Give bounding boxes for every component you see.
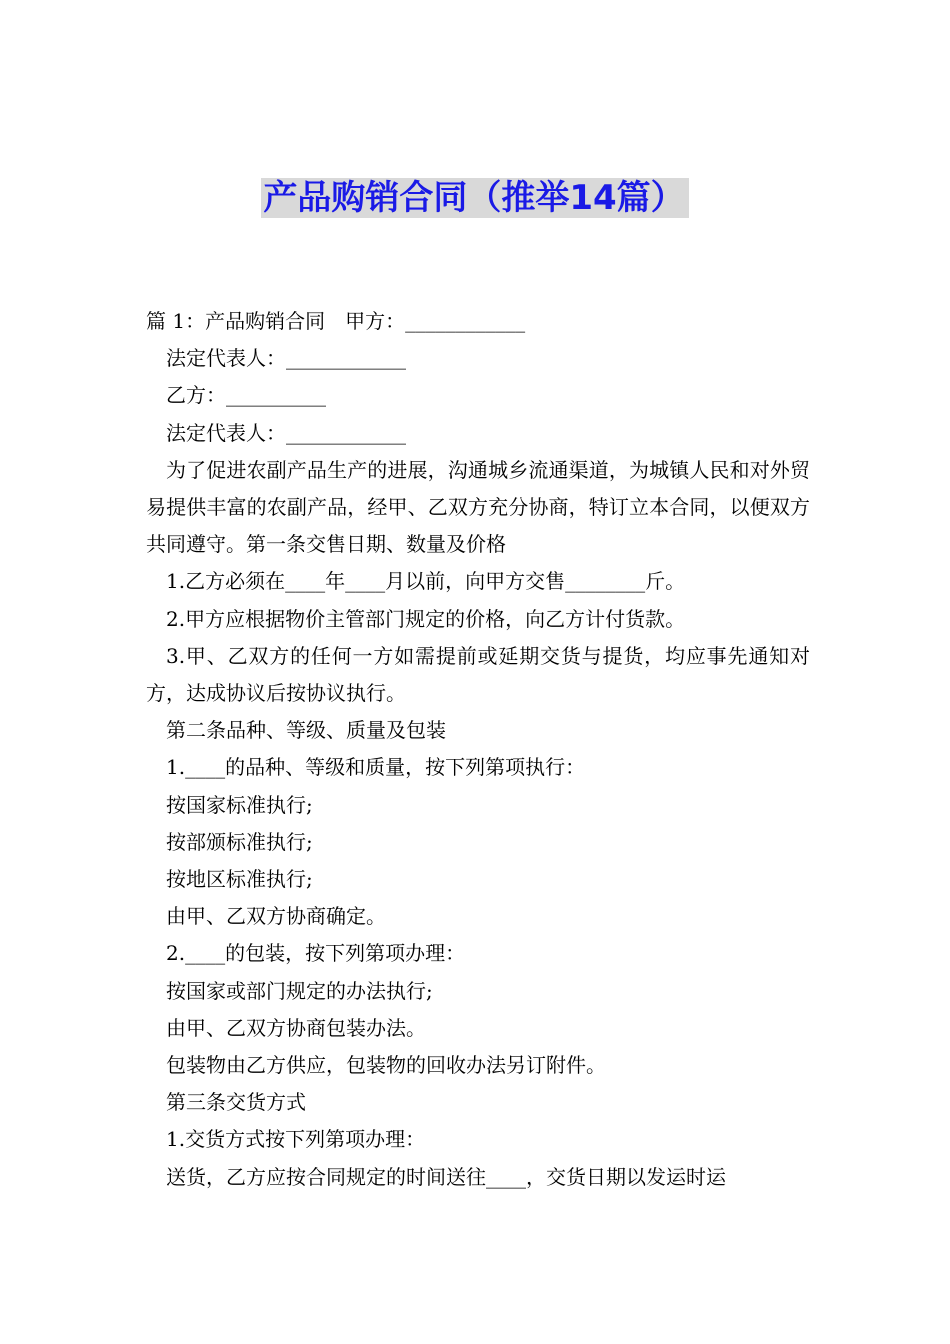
clause-3-delivery-option: 送货，乙方应按合同规定的时间送往____，交货日期以发运时运	[166, 1164, 726, 1189]
legal-representative-b: 法定代表人：____________	[166, 420, 406, 445]
clause-3-heading: 第三条交货方式	[166, 1090, 306, 1115]
clause-2-option-national: 按国家标准执行;	[166, 792, 313, 817]
clause-2-item-2: 2.____的包装，按下列第项办理：	[166, 941, 466, 966]
clause-2-option-ministry: 按部颁标准执行;	[166, 829, 313, 854]
legal-representative-a: 法定代表人：____________	[166, 346, 406, 371]
document-body	[146, 303, 810, 1196]
clause-1-item-2: 2.甲方应根据物价主管部门规定的价格，向乙方计付货款。	[166, 606, 686, 631]
clause-2-option-regional: 按地区标准执行;	[166, 867, 313, 892]
clause-2-packaging-supply: 包装物由乙方供应，包装物的回收办法另订附件。	[166, 1053, 606, 1078]
clause-1-item-3: 3.甲、乙双方的任何一方如需提前或延期交货与提货，均应事先通知对方，达成协议后按协议执行。	[146, 643, 810, 706]
contract-heading-party-a: 篇 1：产品购销合同 甲方：____________	[146, 309, 526, 333]
clause-2-option-negotiated: 由甲、乙双方协商确定。	[166, 904, 386, 929]
clause-2-heading: 第二条品种、等级、质量及包装	[166, 718, 446, 743]
clause-3-item-1: 1.交货方式按下列第项办理：	[166, 1127, 426, 1152]
clause-1-item-1: 1.乙方必须在____年____月以前，向甲方交售________斤。	[166, 569, 686, 594]
document-title: 产品购销合同（推举14篇）	[261, 178, 688, 218]
clause-2-packaging-negotiated: 由甲、乙双方协商包装办法。	[166, 1015, 426, 1040]
clause-2-item-1: 1.____的品种、等级和质量，按下列第项执行：	[166, 755, 586, 780]
party-b: 乙方：__________	[166, 383, 326, 408]
title-container	[0, 178, 950, 218]
preamble-paragraph: 为了促进农副产品生产的进展，沟通城乡流通渠道，为城镇人民和对外贸易提供丰富的农副产品，经甲、乙双方充分协商，特订立本合同，以便双方共同遵守。第一条交售日期、数量及价格	[146, 457, 810, 557]
clause-2-packaging-national: 按国家或部门规定的办法执行;	[166, 978, 433, 1003]
